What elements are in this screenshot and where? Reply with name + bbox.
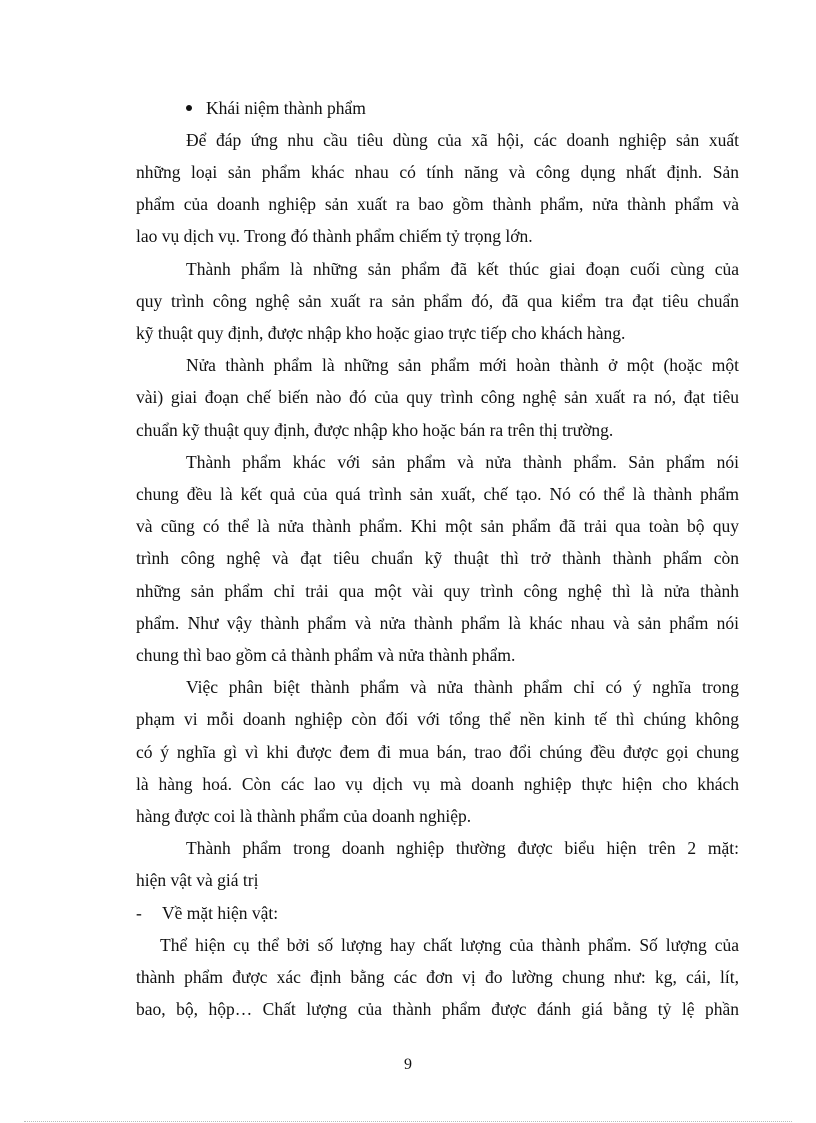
paragraph-line: Việc phân biệt thành phẩm và nửa thành phẩm chỉ có ý nghĩa trong: [186, 677, 739, 697]
paragraph-line: lao vụ dịch vụ. Trong đó thành phẩm chiếm tỷ trọng lớn.: [136, 226, 533, 246]
paragraph-line: kỹ thuật quy định, được nhập kho hoặc giao trực tiếp cho khách hàng.: [136, 323, 626, 343]
paragraph-line: Thể hiện cụ thể bởi số lượng hay chất lượng của thành phẩm. Số lượng của: [160, 935, 739, 955]
paragraph-line: có ý nghĩa gì vì khi được đem đi mua bán, trao đổi chúng đều được gọi chung: [136, 742, 739, 762]
paragraph-line: phẩm của doanh nghiệp sản xuất ra bao gồm thành phẩm, nửa thành phẩm và: [136, 194, 739, 214]
paragraph-line: Thành phẩm là những sản phẩm đã kết thúc giai đoạn cuối cùng của: [186, 259, 739, 279]
paragraph-line: phạm vi mỗi doanh nghiệp còn đối với tổng thể nền kinh tế thì chúng không: [136, 709, 739, 729]
dash-marker: -: [136, 903, 142, 923]
section-heading: [186, 96, 366, 120]
paragraph-line: phẩm. Như vậy thành phẩm và nửa thành phẩm là khác nhau và sản phẩm nói: [136, 613, 739, 633]
dash-item-text: Về mặt hiện vật:: [162, 903, 279, 923]
paragraph-line: chung đều là kết quả của quá trình sản xuất, chế tạo. Nó có thể là thành phẩm: [136, 484, 739, 504]
dash-list-item: [136, 901, 278, 925]
paragraph-line: Nửa thành phẩm là những sản phẩm mới hoàn thành ở một (hoặc một: [186, 355, 739, 375]
paragraph-line: vài) giai đoạn chế biến nào đó của quy trình công nghệ sản xuất ra nó, đạt tiêu: [136, 387, 739, 407]
paragraph-line: những loại sản phẩm khác nhau có tính năng và công dụng nhất định. Sản: [136, 162, 739, 182]
paragraph-line: trình công nghệ và đạt tiêu chuẩn kỹ thuật thì trở thành thành phẩm còn: [136, 548, 739, 568]
paragraph-line: Để đáp ứng nhu cầu tiêu dùng của xã hội, các doanh nghiệp sản xuất: [186, 130, 739, 150]
paragraph-line: hàng được coi là thành phẩm của doanh nghiệp.: [136, 806, 472, 826]
paragraph-line: Thành phẩm trong doanh nghiệp thường được biểu hiện trên 2 mặt:: [186, 838, 739, 858]
paragraph-line: chung thì bao gồm cả thành phẩm và nửa thành phẩm.: [136, 645, 516, 665]
paragraph-line: chuẩn kỹ thuật quy định, được nhập kho hoặc bán ra trên thị trường.: [136, 420, 614, 440]
heading-text: Khái niệm thành phẩm: [206, 98, 366, 118]
page-bottom-divider: [24, 1121, 792, 1122]
paragraph-line: Thành phẩm khác với sản phẩm và nửa thành phẩm. Sản phẩm nói: [186, 452, 739, 472]
paragraph-line: và cũng có thể là nửa thành phẩm. Khi một sản phẩm đã trải qua toàn bộ quy: [136, 516, 739, 536]
paragraph-line: quy trình công nghệ sản xuất ra sản phẩm đó, đã qua kiểm tra đạt tiêu chuẩn: [136, 291, 739, 311]
paragraph-line: những sản phẩm chỉ trải qua một vài quy trình công nghệ thì là nửa thành: [136, 581, 739, 601]
paragraph-line: thành phẩm được xác định bằng các đơn vị đo lường chung như: kg, cái, lít,: [136, 967, 739, 987]
page-number: 9: [404, 1056, 412, 1073]
paragraph-line: là hàng hoá. Còn các lao vụ dịch vụ mà doanh nghiệp thực hiện cho khách: [136, 774, 739, 794]
bullet-icon: [186, 105, 192, 111]
paragraph-line: bao, bộ, hộp… Chất lượng của thành phẩm được đánh giá bằng tỷ lệ phần: [136, 999, 739, 1019]
paragraph-line: hiện vật và giá trị: [136, 870, 259, 890]
